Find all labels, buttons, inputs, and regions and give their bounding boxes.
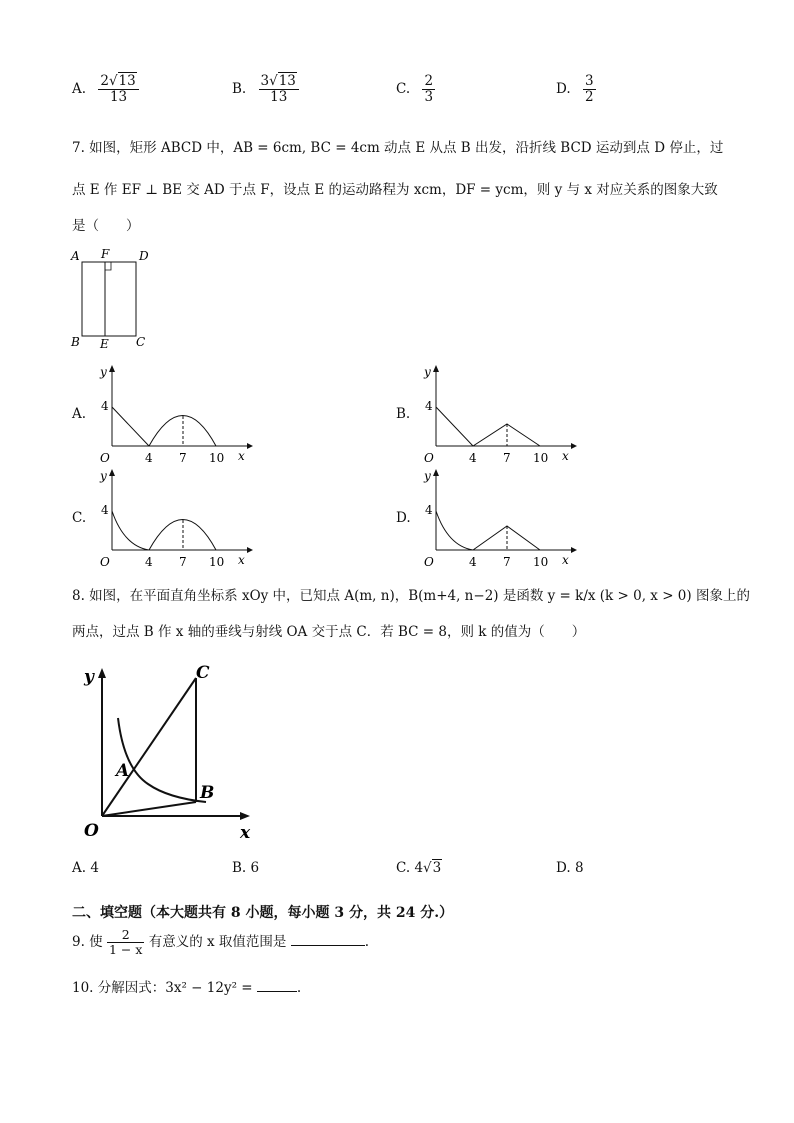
svg-text:y: y: [100, 469, 107, 483]
svg-text:x: x: [562, 449, 569, 463]
q7-label-c: C: [136, 335, 146, 349]
q6-option-a-fraction: $\frac{2√13}{13}$: [98, 74, 138, 105]
q8-label-a: A: [116, 761, 130, 781]
svg-text:7: 7: [503, 555, 511, 569]
svg-text:10: 10: [209, 555, 225, 569]
q6-option-b-fraction: $\frac{3√13}{13}$: [259, 74, 299, 105]
q6-option-c-fraction: $\frac{2}{3}$: [424, 73, 434, 105]
q8-option-d[interactable]: D. 8: [556, 860, 584, 876]
svg-text:4: 4: [425, 399, 433, 413]
q7-rectangle-figure: [66, 244, 162, 352]
q6-option-d[interactable]: D. $\frac{3}{2}$: [556, 73, 594, 105]
q9-answer-blank[interactable]: [291, 945, 365, 946]
svg-text:4: 4: [425, 503, 433, 517]
q7-label-d: D: [139, 249, 149, 263]
q7-line2: 点 E 作 EF ⊥ BE 交 AD 于点 F，设点 E 的运动路程为 xcm，DF = ycm，则 y 与 x 对应关系的图象大致: [72, 182, 718, 198]
svg-text:10: 10: [533, 555, 549, 569]
svg-text:O: O: [100, 555, 110, 569]
q8-label-o: O: [84, 821, 99, 841]
svg-text:O: O: [424, 555, 434, 569]
q10: 10. 分解因式：3x² − 12y² = .: [72, 980, 302, 996]
svg-text:7: 7: [179, 451, 187, 465]
q8-label-c: C: [196, 663, 210, 683]
q8-label-b: B: [200, 783, 215, 803]
q6-option-d-fraction: $\frac{3}{2}$: [584, 73, 594, 105]
svg-text:10: 10: [209, 451, 225, 465]
q7-graph-b[interactable]: [416, 364, 578, 466]
q7-graph-d-label: D.: [396, 510, 411, 526]
svg-text:7: 7: [179, 555, 187, 569]
svg-text:x: x: [238, 449, 245, 463]
q7-graph-a-label: A.: [72, 406, 87, 422]
svg-text:4: 4: [101, 503, 109, 517]
svg-text:4: 4: [145, 451, 153, 465]
svg-text:4: 4: [469, 451, 477, 465]
section2-title: 二、填空题（本大题共有 8 小题，每小题 3 分，共 24 分.）: [72, 905, 454, 921]
q7-graph-b-label: B.: [396, 406, 411, 422]
q7-graph-a[interactable]: [92, 364, 254, 466]
q8-line2: 两点，过点 B 作 x 轴的垂线与射线 OA 交于点 C．若 BC = 8，则 k 的值为（ ）: [72, 624, 586, 640]
svg-text:4: 4: [469, 555, 477, 569]
q9-fraction: $\frac{2}{1 - x}$: [108, 927, 143, 957]
q6-option-b[interactable]: B. $\frac{3√13}{13}$: [232, 74, 299, 105]
q9: 9. 使 $\frac{2}{1 - x}$ 有意义的 x 取值范围是 .: [72, 927, 369, 957]
q7-line1: 7. 如图，矩形 ABCD 中，AB = 6cm, BC = 4cm 动点 E 从点 B 出发，沿折线 BCD 运动到点 D 停止，过: [72, 140, 724, 156]
svg-text:y: y: [424, 365, 431, 379]
q8-label-y: y: [84, 667, 94, 687]
q8-label-x: x: [240, 823, 251, 843]
q8-option-b[interactable]: B. 6: [232, 860, 260, 876]
q7-graph-c-label: C.: [72, 510, 87, 526]
q7-label-b: B: [71, 335, 80, 349]
q7-graph-d[interactable]: [416, 468, 578, 570]
svg-text:x: x: [238, 553, 245, 567]
svg-text:y: y: [100, 365, 107, 379]
svg-text:4: 4: [101, 399, 109, 413]
svg-text:10: 10: [533, 451, 549, 465]
q8-line1: 8. 如图，在平面直角坐标系 xOy 中，已知点 A(m, n)，B(m+4, n−2) 是函数 y = k/x (k > 0, x > 0) 图象上的: [72, 588, 750, 604]
svg-text:O: O: [100, 451, 110, 465]
q10-answer-blank[interactable]: [257, 991, 297, 992]
q7-line3: 是（ ）: [72, 218, 140, 234]
svg-text:7: 7: [503, 451, 511, 465]
q6-option-c[interactable]: C. $\frac{2}{3}$: [396, 73, 434, 105]
q8-option-a[interactable]: A. 4: [72, 860, 99, 876]
q7-label-e: E: [100, 337, 109, 351]
q7-label-a: A: [71, 249, 80, 263]
svg-text:O: O: [424, 451, 434, 465]
svg-text:x: x: [562, 553, 569, 567]
q6-option-a[interactable]: A. $\frac{2√13}{13}$: [72, 74, 139, 105]
q7-label-f: F: [101, 247, 110, 261]
q7-graph-c[interactable]: [92, 468, 254, 570]
svg-text:y: y: [424, 469, 431, 483]
svg-text:4: 4: [145, 555, 153, 569]
q8-option-c[interactable]: C. 4√3: [396, 860, 442, 876]
q8-coordinate-figure: [76, 656, 266, 846]
